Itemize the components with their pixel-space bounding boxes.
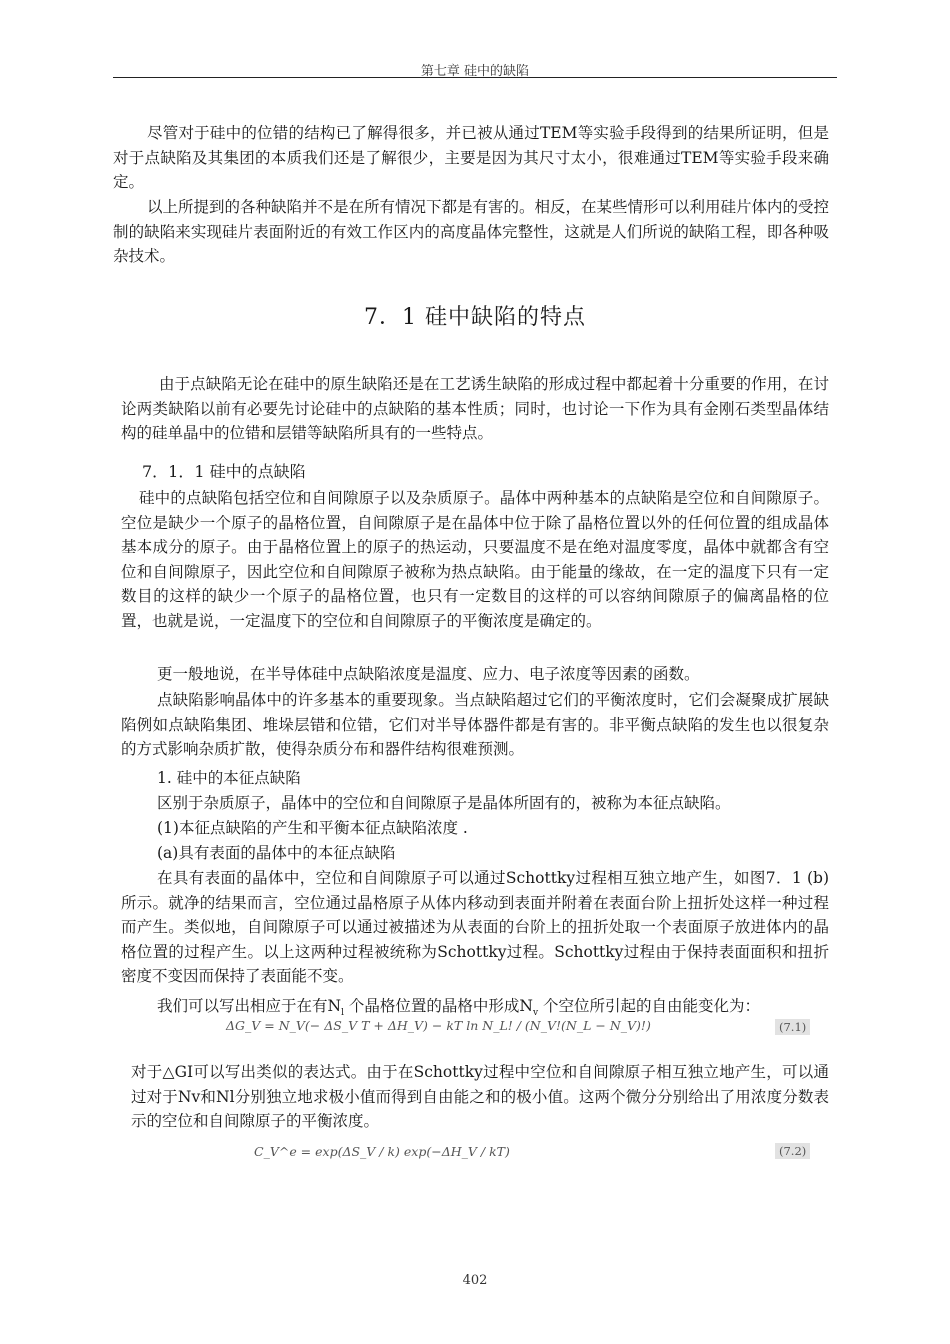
paragraph-10: (a)具有表面的晶体中的本征点缺陷 <box>157 844 396 862</box>
paragraph-4: 硅中的点缺陷包括空位和自间隙原子以及杂质原子。晶体中两种基本的点缺陷是空位和自间隙原子。空位是缺少一个原子的晶格位置，自间隙原子是在晶体中位于除了晶格位置以外的任何位置的组成晶体基本成分的原子。由于晶格位置上的原子的热运动，只要温度不是在绝对温度零度，晶体中就都含有空位和自间隙原子，因此空位和自间隙原子被称为热点缺陷。由于能量的缘故，在一定的温度下只有一定数目的这样的缺少一个原子的晶格位置，也只有一定数目的这样的可以容纳间隙原子的偏离晶格的位置，也就是说，一定温度下的空位和自间隙原子的平衡浓度是确定的。 <box>121 489 829 630</box>
equation-number-7-2: (7.2) <box>775 1143 810 1159</box>
paragraph-8: 区别于杂质原子，晶体中的空位和自间隙原子是晶体所固有的，被称为本征点缺陷。 <box>157 794 731 812</box>
paragraph-3: 由于点缺陷无论在硅中的原生缺陷还是在工艺诱生缺陷的形成过程中都起着十分重要的作用，在讨论两类缺陷以前有必要先讨论硅中的点缺陷的基本性质；同时，也讨论一下作为具有金刚石类型晶体结构的硅单晶中的位错和层错等缺陷所具有的一些特点。 <box>121 375 829 442</box>
equation-number-7-1: (7.1) <box>775 1019 810 1035</box>
paragraph-1: 尽管对于硅中的位错的结构已了解得很多，并已被从通过TEM等实验手段得到的结果所证明，但是对于点缺陷及其集团的本质我们还是了解很少，主要是因为其尺寸太小，很难通过TEM等实验手段来确定。 <box>113 124 829 191</box>
subscript-l: l <box>341 1008 344 1019</box>
header-rule <box>113 77 837 78</box>
paragraph-9: (1)本征点缺陷的产生和平衡本征点缺陷浓度 . <box>157 819 468 837</box>
running-header: 第七章 硅中的缺陷 <box>420 64 530 79</box>
heading-intrinsic-defects: 1. 硅中的本征点缺陷 <box>157 769 301 787</box>
section-title: 7．1 硅中缺陷的特点 <box>364 305 586 330</box>
subsection-title: 7．1．1 硅中的点缺陷 <box>142 462 306 481</box>
paragraph-11: 在具有表面的晶体中，空位和自间隙原子可以通过Schottky过程相互独立地产生，如图7．1 (b)所示。就净的结果而言，空位通过晶格原子从体内移动到表面并附着在表面台阶上扭折处这样一种过程而产生。类似地，自间隙原子可以通过被描述为从表面的台阶上的扭折处取一个表面原子放进体内的晶格位置的过程产生。以上这两种过程被统称为Schottky过程。Schottky过程由于保持表面面积和扭折密度不变因而保持了表面能不变。 <box>121 869 829 985</box>
subscript-v: v <box>532 1008 539 1019</box>
paragraph-2: 以上所提到的各种缺陷并不是在所有情况下都是有害的。相反，在某些情形可以利用硅片体内的受控制的缺陷来实现硅片表面附近的有效工作区内的高度晶体完整性，这就是人们所说的缺陷工程，即各种吸杂技术。 <box>113 198 830 265</box>
paragraph-12-part-a: 我们可以写出相应于在有N <box>157 997 342 1015</box>
paragraph-5: 更一般地说，在半导体硅中点缺陷浓度是温度、应力、电子浓度等因素的函数。 <box>157 665 700 683</box>
equation-7-1: ΔG_V = N_V(− ΔS_V T + ΔH_V) − kT ln N_L! / (N_V!(N_L − N_V)!) <box>226 1018 651 1033</box>
page-number: 402 <box>462 1273 488 1288</box>
paragraph-6: 点缺陷影响晶体中的许多基本的重要现象。当点缺陷超过它们的平衡浓度时，它们会凝聚成扩展缺陷例如点缺陷集团、堆垛层错和位错，它们对半导体器件都是有害的。非平衡点缺陷的发生也以很复杂的方式影响杂质扩散，使得杂质分布和器件结构很难预测。 <box>121 691 829 758</box>
paragraph-12-part-c: 个空位所引起的自由能变化为： <box>538 997 760 1015</box>
equation-7-2: C_V^e = exp(ΔS_V / k) exp(−ΔH_V / kT) <box>254 1144 510 1159</box>
paragraph-12-part-b: 个晶格位置的晶格中形成N <box>343 997 533 1015</box>
paragraph-13: 对于△GI可以写出类似的表达式。由于在Schottky过程中空位和自间隙原子相互独立地产生，可以通过对于Nv和Nl分别独立地求极小值而得到自由能之和的极小值。这两个微分分别给出了用浓度分数表示的空位和自间隙原子的平衡浓度。 <box>131 1063 829 1130</box>
